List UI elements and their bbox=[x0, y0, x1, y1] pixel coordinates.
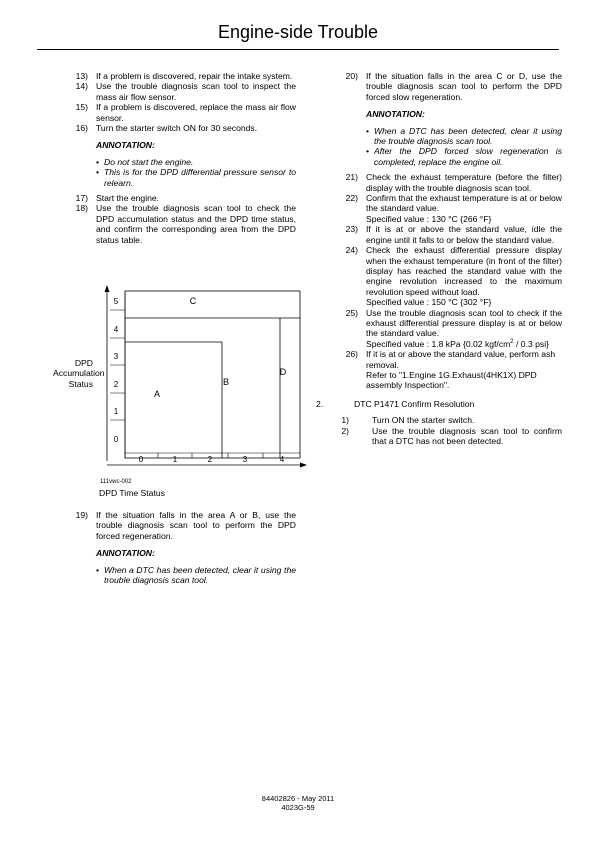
step-text: If the situation falls in the area C or D, use the trouble diagnosis scan tool to perform the DPD forced slow regeneration. bbox=[366, 71, 562, 102]
step-25: 25) Use the trouble diagnosis scan tool to check if the exhaust differential pressure display is at or below the standard value. Specified value : 1.8 kPa {0.02 kgf/$cm^2 / 0.3$ psi} bbox=[345, 307, 562, 349]
figure-code: 111vwc-002 bbox=[100, 479, 132, 485]
annotation-heading: ANNOTATION: bbox=[96, 140, 155, 151]
left-column-lower bbox=[64, 510, 296, 590]
step-text: If it is at or above the standard value, idle the engine until it falls to or below the standard value. bbox=[366, 224, 562, 245]
step-text: Use the trouble diagnosis scan tool to check if the exhaust differential pressure display is at or below the standard value. bbox=[366, 307, 562, 339]
x-axis-label: DPD Time Status bbox=[99, 488, 165, 498]
step-23: 23) If it is at or above the standard value, idle the engine until it falls to or below the standard value. bbox=[345, 224, 562, 245]
step-text: Turn the starter switch ON for 30 seconds. bbox=[96, 123, 258, 134]
step-text: Turn ON the starter switch. bbox=[372, 415, 475, 426]
step-18: 18) Use the trouble diagnosis scan tool to check the DPD accumulation status and the DPD time status, and confirm the corresponding area from the DPD status table. bbox=[75, 203, 296, 245]
step-text: Use the trouble diagnosis scan tool to check the DPD accumulation status and the DPD time status, and confirm the corresponding area from the DPD status table. bbox=[96, 203, 296, 245]
area-label-d: D bbox=[279, 367, 287, 377]
step-text: Start the engine. bbox=[96, 193, 160, 204]
step-text: Check the exhaust temperature (before the filter) display with the trouble diagnosis scan tool. bbox=[366, 172, 562, 193]
annotation-item: • Do not start the engine. bbox=[96, 157, 296, 167]
area-label-a: A bbox=[153, 389, 161, 399]
footer-page-number: 4023G-59 bbox=[281, 803, 315, 812]
step-17: 17) Start the engine. bbox=[75, 193, 160, 204]
right-column bbox=[316, 71, 562, 446]
section-2: 2. DTC P1471 Confirm Resolution bbox=[316, 398, 475, 409]
y-tick-label: 0 bbox=[113, 435, 119, 444]
left-column bbox=[64, 71, 296, 245]
step-text: If it is at or above the standard value, perform ash removal. bbox=[366, 349, 556, 370]
specified-value: Specified value : 130 °C {266 °F} bbox=[366, 213, 492, 224]
annotation-heading: ANNOTATION: bbox=[366, 109, 425, 120]
step-text: Use the trouble diagnosis scan tool to confirm that a DTC has not been detected. bbox=[372, 425, 562, 446]
step-22: 22) Confirm that the exhaust temperature is at or below the standard value. Specified value : 130 °C {266 °F} bbox=[345, 193, 562, 224]
step-13: 13) If a problem is discovered, repair the intake system. bbox=[75, 71, 293, 81]
reference-text: Refer to "1.Engine 1G.Exhaust(4HK1X) DPD assembly Inspection". bbox=[366, 369, 537, 391]
x-tick-label: 0 bbox=[138, 455, 144, 464]
y-tick-label: 1 bbox=[113, 407, 119, 416]
step-text: If a problem is discovered, replace the mass air flow sensor. bbox=[96, 102, 296, 123]
x-tick-label: 3 bbox=[242, 455, 248, 464]
step-15: 15) If a problem is discovered, replace the mass air flow sensor. bbox=[75, 102, 296, 123]
step-16: 16) Turn the starter switch ON for 30 seconds. bbox=[75, 123, 258, 134]
title-divider bbox=[37, 49, 559, 50]
step-26: 26) If it is at or above the standard value, perform ash removal. Refer to "1.Engine 1G.Exhaust(4HK1X) DPD assembly Inspection". bbox=[334, 349, 562, 391]
annotation-item: • When a DTC has been detected, clear it using the trouble diagnosis scan tool. bbox=[96, 565, 296, 586]
step-text: Confirm that the exhaust temperature is at or below the standard value. bbox=[366, 193, 562, 214]
annotation-item: • After the DPD forced slow regeneration is completed, replace the engine oil. bbox=[366, 146, 562, 167]
step-text: If the situation falls in the area A or B, use the trouble diagnosis scan tool to perform the DPD forced regeneration. bbox=[96, 510, 296, 541]
x-tick-label: 1 bbox=[172, 455, 178, 464]
annotation-list bbox=[96, 565, 296, 586]
page-title: Engine-side Trouble bbox=[217, 22, 379, 42]
step-19: 19) If the situation falls in the area A or B, use the trouble diagnosis scan tool to perform the DPD forced regeneration. bbox=[75, 510, 296, 541]
area-label-c: C bbox=[189, 296, 197, 306]
section-2-steps bbox=[334, 415, 562, 446]
y-axis-label: DPD Accumulation Status bbox=[53, 358, 105, 389]
section-title: DTC P1471 Confirm Resolution bbox=[354, 398, 475, 409]
dpd-status-figure bbox=[50, 283, 310, 499]
y-tick-label: 2 bbox=[113, 380, 119, 389]
x-tick-label: 4 bbox=[279, 455, 285, 464]
annotation-item: • This is for the DPD differential pressure sensor to relearn. bbox=[96, 167, 296, 188]
step-text: If a problem is discovered, repair the intake system. bbox=[96, 71, 293, 81]
y-tick-label: 3 bbox=[113, 352, 119, 361]
section-2-step-2: 2) Use the trouble diagnosis scan tool to confirm that a DTC has not been detected. bbox=[341, 425, 562, 446]
annotation-list bbox=[96, 157, 296, 188]
annotation-item: • When a DTC has been detected, clear it using the trouble diagnosis scan tool. bbox=[366, 126, 562, 147]
annotation-heading: ANNOTATION: bbox=[96, 548, 155, 559]
specified-value: Specified value : 1.8 kPa {0.02 kgf/$cm^2 / 0.3$ psi} bbox=[366, 338, 549, 349]
step-text: Check the exhaust differential pressure display when the exhaust temperature (in front of the filter) display has reached the standard value with the engine revolution increased to the maximum revolution speed without load. bbox=[366, 245, 562, 297]
step-text: Use the trouble diagnosis scan tool to inspect the mass air flow sensor. bbox=[96, 81, 296, 102]
section-2-step-1: 1) Turn ON the starter switch. bbox=[341, 415, 475, 426]
annotation-list bbox=[366, 126, 562, 168]
y-tick-label: 4 bbox=[113, 325, 119, 334]
area-label-b: B bbox=[222, 377, 230, 387]
step-20: 20) If the situation falls in the area C or D, use the trouble diagnosis scan tool to perform the DPD forced slow regeneration. bbox=[345, 71, 562, 102]
step-21: 21) Check the exhaust temperature (before the filter) display with the trouble diagnosis scan tool. bbox=[345, 172, 562, 193]
y-tick-label: 5 bbox=[113, 297, 119, 306]
x-tick-label: 2 bbox=[207, 455, 213, 464]
footer-doc-id: 84402826 - May 2011 bbox=[261, 794, 335, 803]
specified-value: Specified value : 150 °C {302 °F} bbox=[366, 297, 492, 308]
step-24: 24) Check the exhaust differential pressure display when the exhaust temperature (in front of the filter) display has reached the standard value with the engine revolution increased to the maximum revolution speed without load. Specified value : 150 °C {302 °F} bbox=[345, 245, 562, 308]
step-14: 14) Use the trouble diagnosis scan tool to inspect the mass air flow sensor. bbox=[75, 81, 296, 102]
